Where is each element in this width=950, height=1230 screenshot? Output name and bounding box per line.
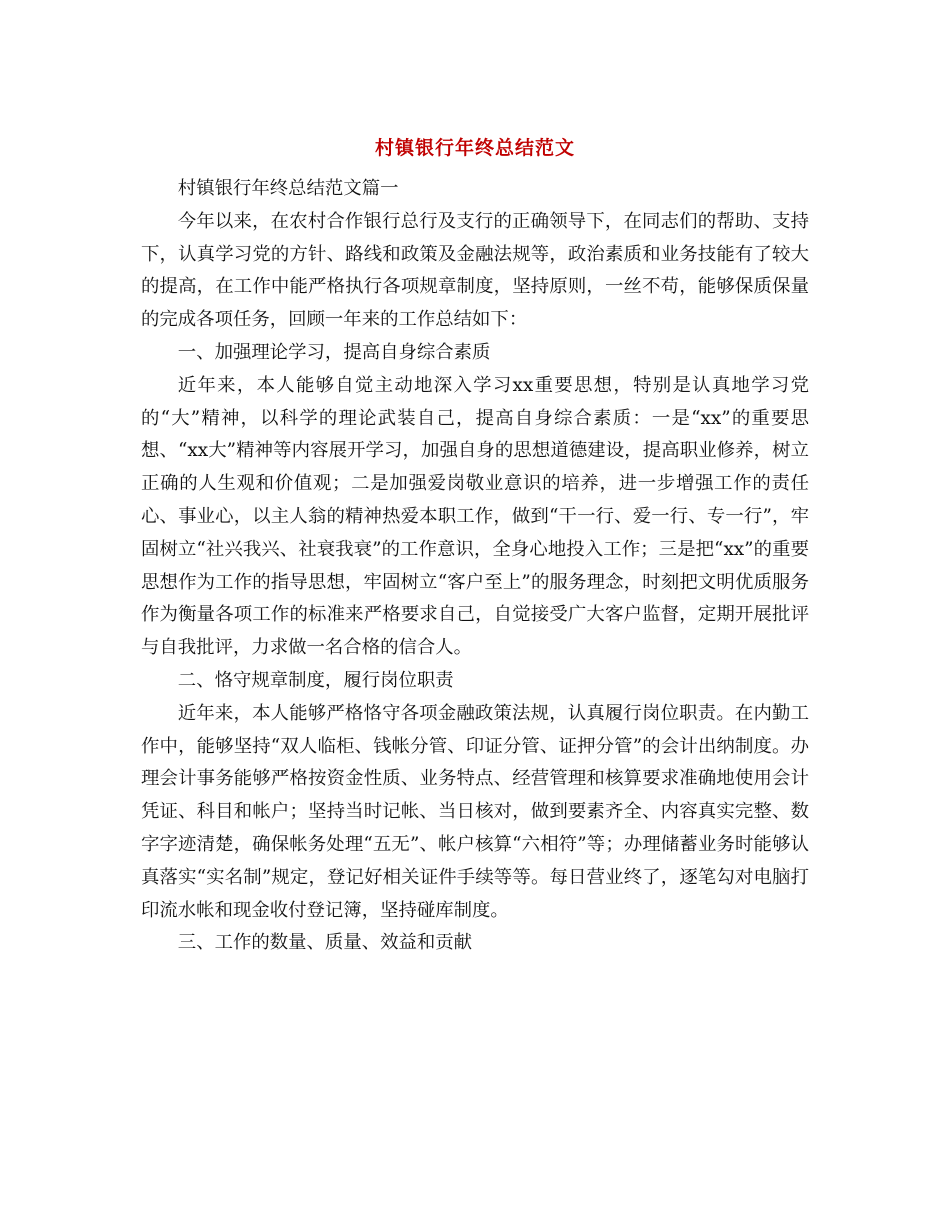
section-heading-article: 村镇银行年终总结范文篇一 bbox=[177, 178, 399, 199]
paragraph-intro: 今年以来，在农村合作银行总行及支行的正确领导下，在同志们的帮助、支持下，认真学习党的方针、路线和政策及金融法规等，政治素质和业务技能有了较大的提高，在工作中能严格执行各项规章制度，坚持原则，一丝不苟，能够保质保量的完成各项任务，回顾一年来的工作总结如下： bbox=[141, 210, 809, 331]
section-heading-1: 一、加强理论学习，提高自身综合素质 bbox=[177, 341, 491, 363]
document-title: 村镇银行年终总结范文 bbox=[374, 137, 575, 159]
section-heading-3: 三、工作的数量、质量、效益和贡献 bbox=[177, 932, 473, 954]
paragraph-theory-study: 近年来，本人能够自觉主动地深入学习xx重要思想，特别是认真地学习党的“大”精神，以科学的理论武装自己，提高自身综合素质：一是“xx”的重要思想、“xx大”精神等内容展开学习，加强自身的思想道德建设，提高职业修养，树立正确的人生观和价值观；二是加强爱岗敬业意识的培养，进一步增强工作的责任心、事业心，以主人翁的精神热爱本职工作，做到“干一行、爱一行、专一行”，牢固树立“社兴我兴、社衰我衰”的工作意识，全身心地投入工作；三是把“xx”的重要思想作为工作的指导思想，牢固树立“客户至上”的服务理念，时刻把文明优质服务作为衡量各项工作的标准来严格要求自己，自觉接受广大客户监督，定期开展批评与自我批评，力求做一名合格的信合人。 bbox=[141, 374, 809, 659]
document-body bbox=[141, 173, 809, 960]
paragraph-rules-duties: 近年来，本人能够严格恪守各项金融政策法规，认真履行岗位职责。在内勤工作中，能够坚持“双人临柜、钱帐分管、印证分管、证押分管”的会计出纳制度。办理会计事务能够严格按资金性质、业务特点、经营管理和核算要求准确地使用会计凭证、科目和帐户；坚持当时记帐、当日核对，做到要素齐全、内容真实完整、数字字迹清楚，确保帐务处理“五无”、帐户核算“六相符”等；办理储蓄业务时能够认真落实“实名制”规定，登记好相关证件手续等等。每日营业终了，逐笔勾对电脑打印流水帐和现金收付登记簿，坚持碰库制度。 bbox=[141, 702, 809, 921]
section-heading-2: 二、恪守规章制度，履行岗位职责 bbox=[177, 669, 454, 691]
